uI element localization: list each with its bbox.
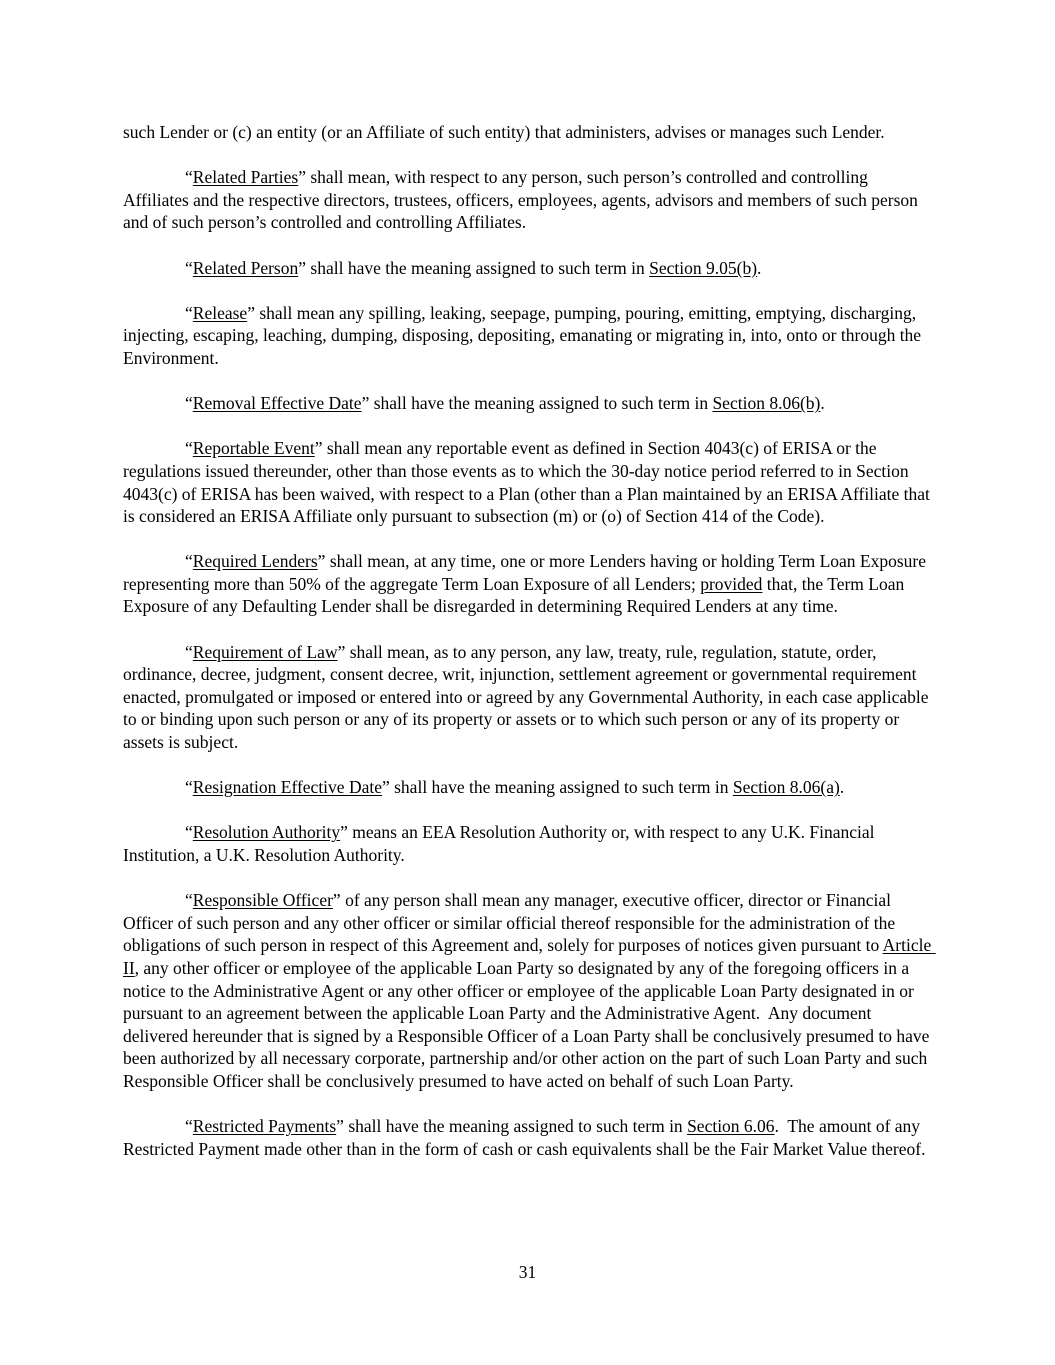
section-reference: Section 8.06(b) — [712, 393, 821, 414]
text-run: . The amount of any Restricted Payment made other than in the form of cash or cash equivalents shall be the Fair Market Value thereof. — [123, 1116, 926, 1159]
paragraph — [123, 776, 933, 799]
defined-term: Restricted Payments — [192, 1116, 337, 1137]
paragraph — [123, 392, 933, 415]
text-run: “ — [185, 890, 193, 911]
defined-term: Required Lenders — [192, 551, 318, 572]
paragraph — [123, 821, 933, 866]
defined-term: Related Parties — [192, 167, 299, 188]
text-run: ” shall mean any reportable event as defined in Section 4043(c) of ERISA or the regulations issued thereunder, other than those events as to which the 30-day notice period referred to in Section 4043(c) of ERISA has been waived, with respect to a Plan (other than a Plan maintained by an ERISA Affiliate that is considered an ERISA Affiliate only pursuant to subsection (m) or (o) of Section 414 of the Code). — [123, 438, 935, 527]
paragraph — [123, 550, 933, 618]
emphasis: provided — [700, 573, 763, 594]
text-run: , any other officer or employee of the applicable Loan Party so designated by any of the foregoing officers in a notice to the Administrative Agent or any other officer or employee of the applicable Loan Party designated in or pursuant to an agreement between the applicable Loan Party and the Administrative Agent. Any document delivered hereunder that is signed by a Responsible Officer of a Loan Party shall be conclusively presumed to have been authorized by all necessary corporate, partnership and/or other action on the part of such Loan Party and such Responsible Officer shall be conclusively presumed to have acted on behalf of such Loan Party. — [123, 957, 934, 1091]
defined-term: Removal Effective Date — [192, 393, 362, 414]
defined-term: Resignation Effective Date — [192, 777, 382, 798]
text-run: such Lender or (c) an entity (or an Affiliate of such entity) that administers, advises or manages such Lender. — [123, 122, 885, 142]
paragraph — [123, 1115, 933, 1160]
text-run: “ — [185, 641, 193, 662]
paragraph — [123, 257, 933, 280]
text-run: “ — [185, 257, 193, 278]
text-run: ” shall have the meaning assigned to such term in — [298, 257, 650, 278]
text-run: ” shall mean any spilling, leaking, seepage, pumping, pouring, emitting, emptying, discharging, injecting, escaping, leaching, dumping, disposing, depositing, emanating or migrating in, into, onto or through the Environment. — [123, 302, 926, 368]
section-reference: Section 9.05(b) — [649, 257, 758, 278]
text-run: ” means an EEA Resolution Authority or, with respect to any U.K. Financial Institution, a U.K. Resolution Authority. — [123, 822, 879, 865]
paragraph — [123, 166, 933, 234]
text-run: “ — [185, 551, 193, 572]
section-reference: Article II — [123, 935, 936, 978]
paragraph — [123, 437, 933, 527]
section-reference: Section 6.06 — [687, 1116, 775, 1137]
paragraph — [123, 641, 933, 754]
defined-term: Related Person — [192, 257, 299, 278]
text-run: ” shall have the meaning assigned to such term in — [336, 1116, 688, 1137]
defined-term: Release — [192, 302, 248, 323]
text-run: ” shall mean, with respect to any person, such person’s controlled and controlling Affiliates and the respective directors, trustees, officers, employees, agents, advisors and members of such person and of such person’s controlled and controlling Affiliates. — [123, 167, 923, 233]
defined-term: Reportable Event — [192, 438, 315, 459]
text-run: “ — [185, 438, 193, 459]
defined-term: Requirement of Law — [192, 641, 338, 662]
text-run: . — [757, 257, 762, 278]
paragraph — [123, 889, 936, 1092]
text-run: ” shall mean, at any time, one or more Lenders having or holding Term Loan Exposure representing more than 50% of the aggregate Term Loan Exposure of all Lenders; — [123, 551, 931, 594]
text-run: “ — [185, 167, 193, 188]
text-run: . — [820, 393, 825, 414]
text-run: “ — [185, 302, 193, 323]
text-run: “ — [185, 1116, 193, 1137]
defined-term: Responsible Officer — [192, 890, 333, 911]
text-run: ” of any person shall mean any manager, executive officer, director or Financial Officer of such person and any other officer or similar official thereof responsible for the administration of the obligations of such person in respect of this Agreement and, solely for purposes of notices given pursuant to — [123, 890, 900, 956]
text-run: ” shall mean, as to any person, any law, treaty, rule, regulation, statute, order, ordinance, decree, judgment, consent decree, writ, injunction, settlement agreement or governmental requirement enacted, promulgated or imposed or entered into or agreed by any Governmental Authority, in each case applicable to or binding upon such person or any of its property or assets or to which such person or any of its property or assets is subject. — [123, 641, 933, 753]
paragraph — [123, 121, 933, 144]
defined-term: Resolution Authority — [192, 822, 341, 843]
page-number: 31 — [518, 1262, 537, 1282]
text-run: “ — [185, 393, 193, 414]
text-run: ” shall have the meaning assigned to such term in — [381, 777, 733, 798]
text-run: ” shall have the meaning assigned to such term in — [361, 393, 713, 414]
document-body — [123, 121, 936, 1183]
paragraph — [123, 302, 933, 370]
text-run: “ — [185, 777, 193, 798]
section-reference: Section 8.06(a) — [732, 777, 840, 798]
text-run: . — [839, 777, 845, 798]
text-run: that, the Term Loan Exposure of any Defaulting Lender shall be disregarded in determining Required Lenders at any time. — [123, 573, 909, 617]
text-run: “ — [185, 822, 193, 843]
